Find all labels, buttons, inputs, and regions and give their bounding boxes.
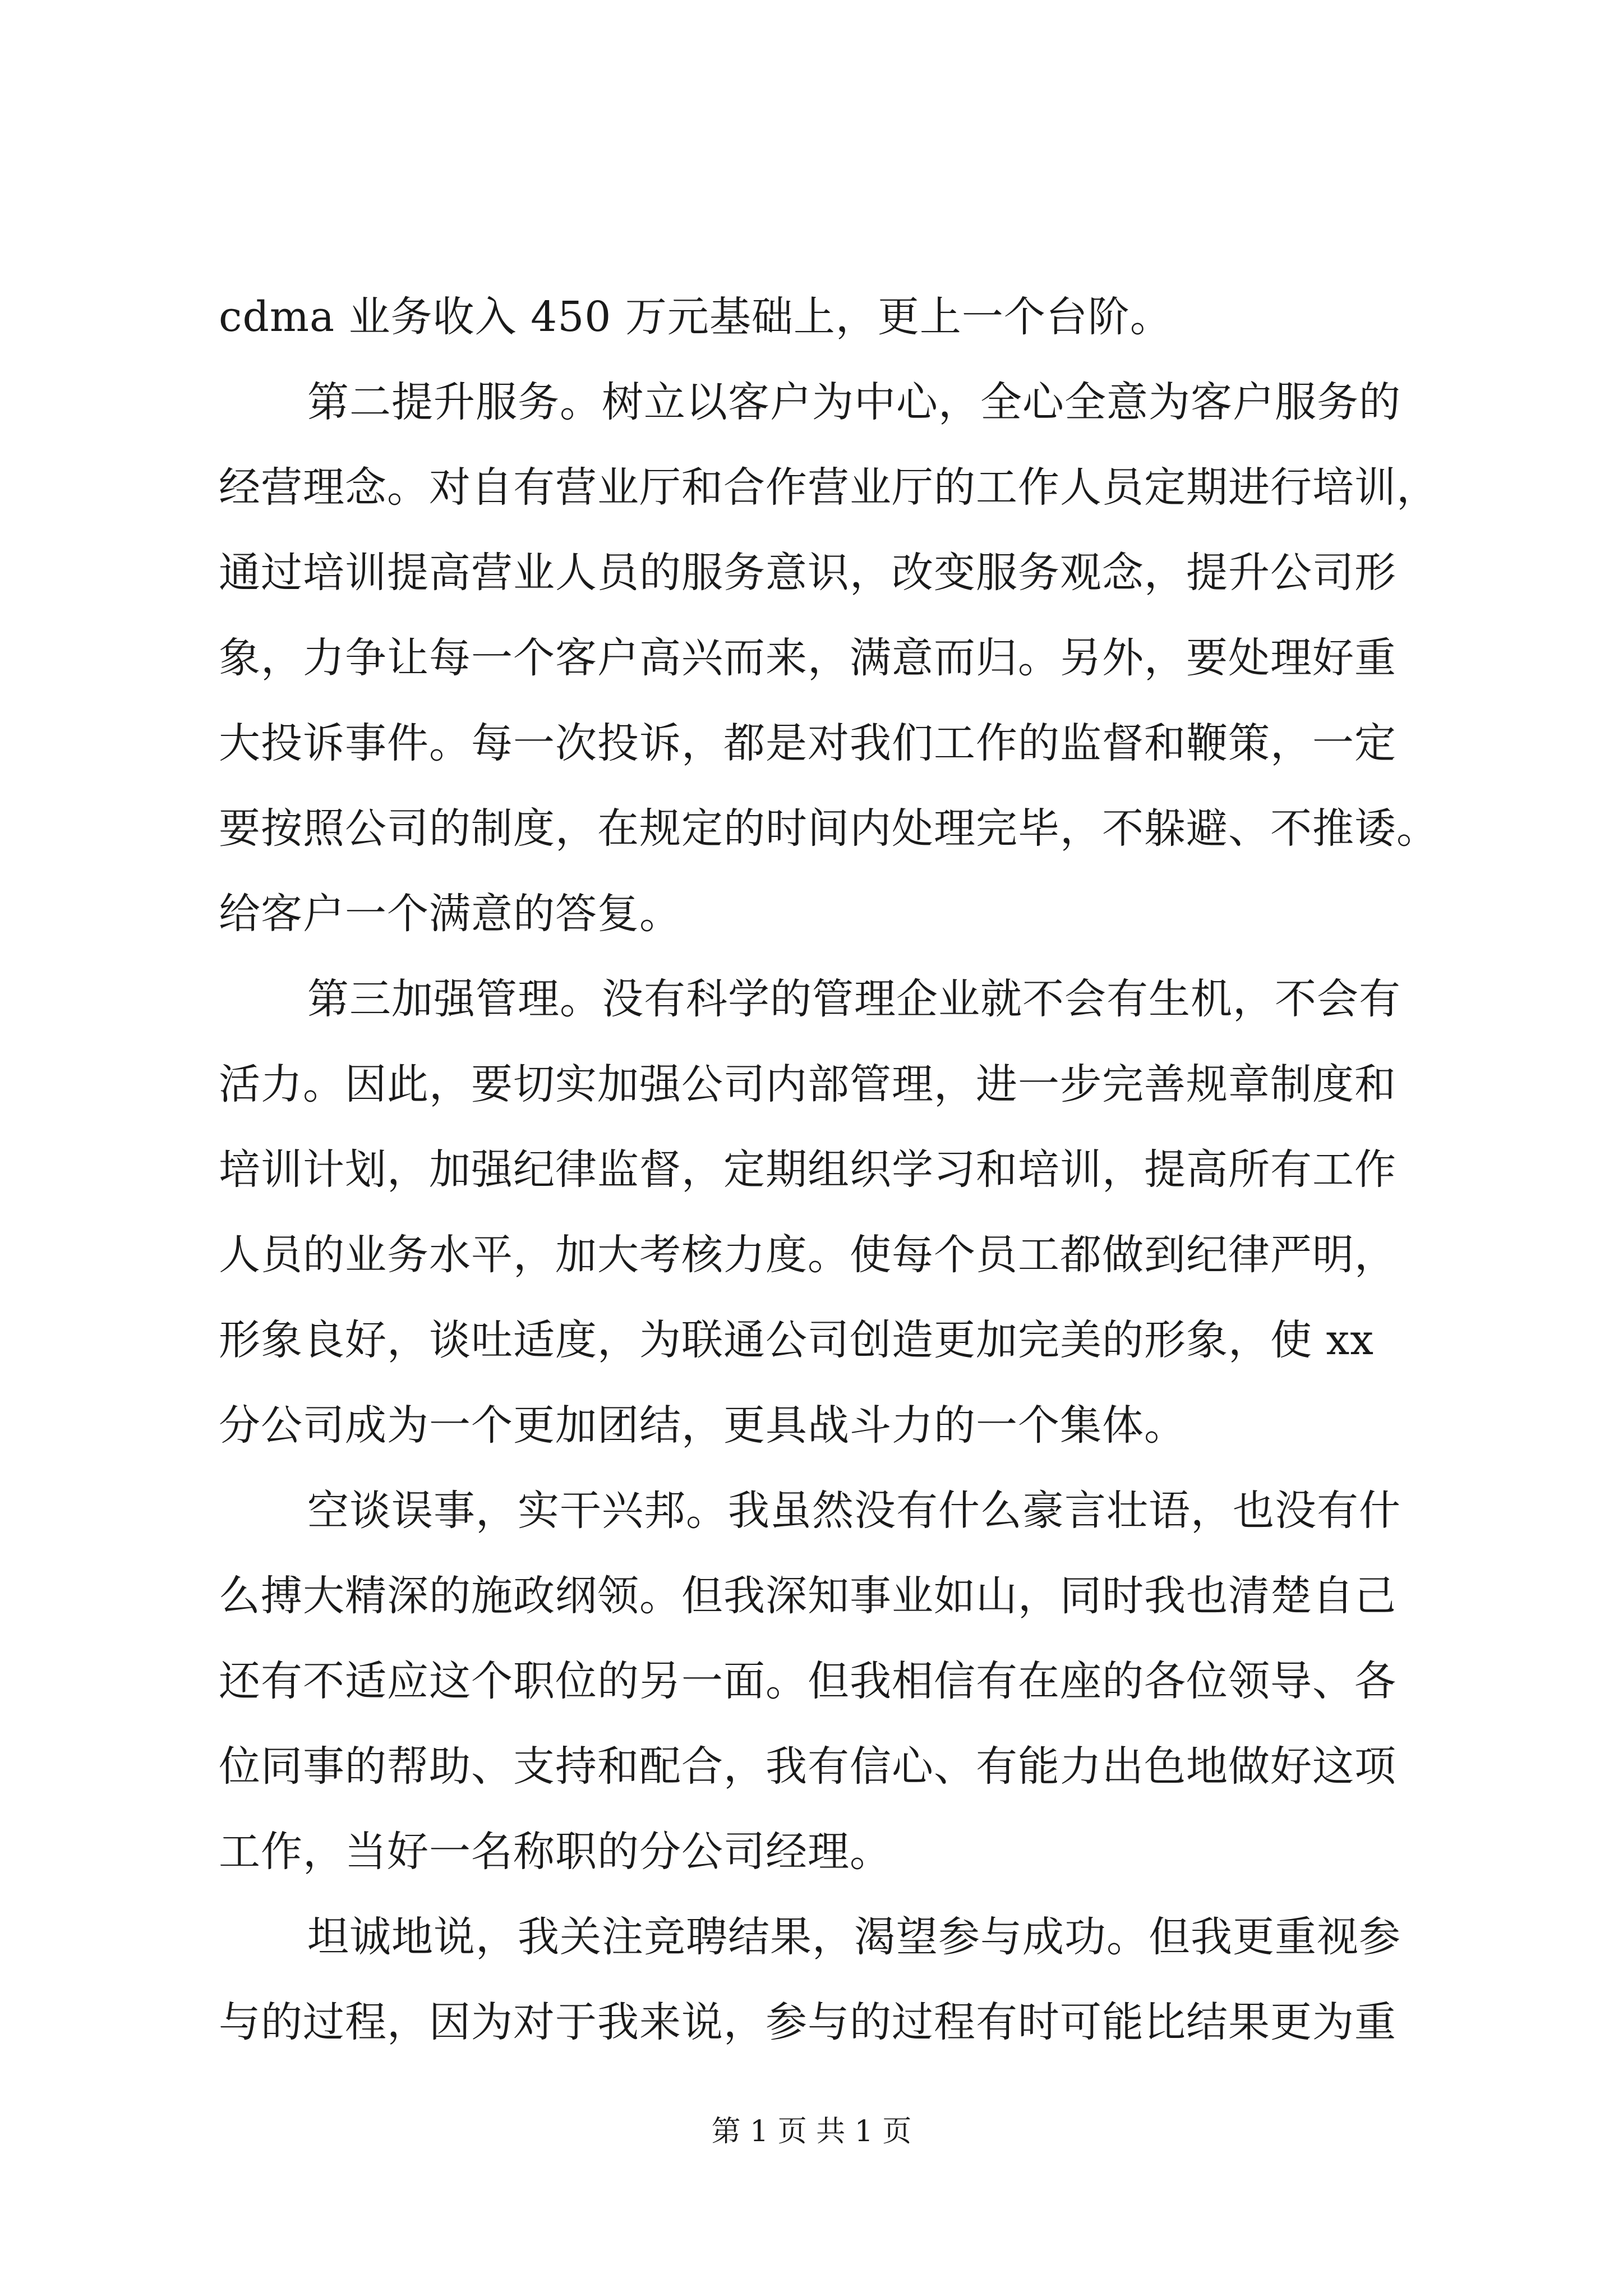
text-line-19: 工作，当好一名称职的分公司经理。: [219, 1828, 892, 1876]
text-line-5: 象，力争让每一个客户高兴而来，满意而归。另外，要处理好重: [219, 634, 1396, 682]
text-line-20: 坦诚地说，我关注竞聘结果，渴望参与成功。但我更重视参: [307, 1913, 1401, 1961]
text-line-9: 第三加强管理。没有科学的管理企业就不会有生机，不会有: [307, 975, 1401, 1023]
text-line-15: 空谈误事，实干兴邦。我虽然没有什么豪言壮语，也没有什: [307, 1487, 1401, 1535]
text-line-3: 经营理念。对自有营业厅和合作营业厅的工作人员定期进行培训，: [219, 463, 1438, 512]
text-line-6: 大投诉事件。每一次投诉，都是对我们工作的监督和鞭策，一定: [219, 719, 1396, 767]
text-line-16: 么搏大精深的施政纲领。但我深知事业如山，同时我也清楚自己: [219, 1572, 1396, 1620]
text-line-8: 给客户一个满意的答复。: [219, 890, 681, 938]
text-line-12: 人员的业务水平，加大考核力度。使每个员工都做到纪律严明，: [219, 1231, 1396, 1279]
text-line-21: 与的过程，因为对于我来说，参与的过程有时可能比结果更为重: [219, 1998, 1396, 2046]
text-line-13: 形象良好，谈吐适度，为联通公司创造更加完美的形象，使 xx: [219, 1316, 1374, 1364]
text-line-4: 通过培训提高营业人员的服务意识，改变服务观念，提升公司形: [219, 549, 1396, 597]
text-line-7: 要按照公司的制度，在规定的时间内处理完毕，不躲避、不推诿。: [219, 804, 1438, 853]
text-line-10: 活力。因此，要切实加强公司内部管理，进一步完善规章制度和: [219, 1060, 1396, 1108]
text-line-17: 还有不适应这个职位的另一面。但我相信有在座的各位领导、各: [219, 1657, 1396, 1705]
text-line-11: 培训计划，加强纪律监督，定期组织学习和培训，提高所有工作: [219, 1145, 1396, 1194]
page-number-footer: 第 1 页 共 1 页: [711, 2115, 912, 2148]
text-line-14: 分公司成为一个更加团结，更具战斗力的一个集体。: [219, 1401, 1186, 1450]
text-line-1: cdma 业务收入 450 万元基础上，更上一个台阶。: [219, 293, 1172, 341]
text-line-2: 第二提升服务。树立以客户为中心，全心全意为客户服务的: [307, 378, 1401, 426]
text-line-18: 位同事的帮助、支持和配合，我有信心、有能力出色地做好这项: [219, 1742, 1396, 1791]
